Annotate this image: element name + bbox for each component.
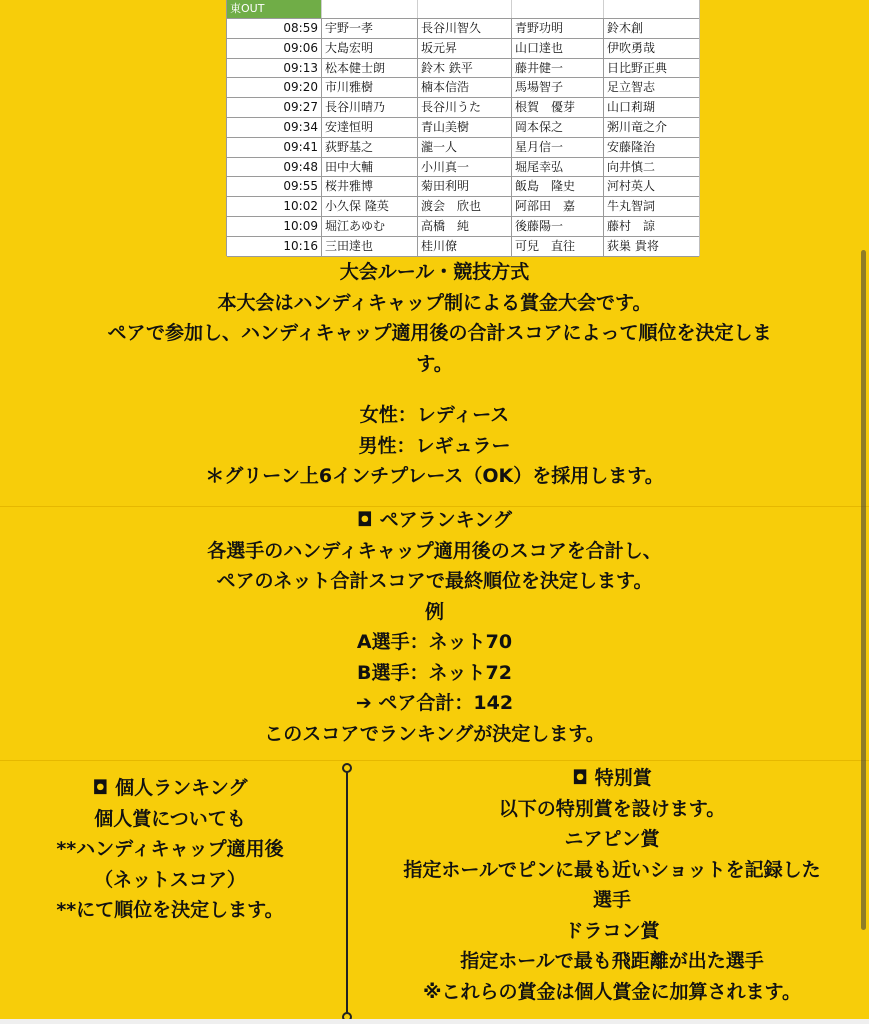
section-divider bbox=[0, 760, 869, 761]
pair-ranking-section bbox=[0, 505, 869, 749]
player-1-cell: 長谷川晴乃 bbox=[321, 98, 417, 117]
tee-time-cell: 10:09 bbox=[283, 218, 318, 233]
rules-section bbox=[0, 257, 869, 379]
drakon-desc: 指定ホールで最も飛距離が出た選手 bbox=[460, 950, 764, 972]
special-awards-intro: 以下の特別賞を設けます。 bbox=[498, 797, 726, 820]
player-3-cell: 馬場智子 bbox=[511, 78, 603, 97]
scrollbar[interactable] bbox=[861, 250, 866, 930]
player-3-cell: 阿部田 嘉 bbox=[511, 197, 603, 216]
tee-time-cell: 09:13 bbox=[283, 60, 318, 75]
player-1-cell: 宇野一孝 bbox=[321, 19, 417, 38]
player-4-cell: 伊吹勇哉 bbox=[603, 39, 699, 58]
individual-ranking-section bbox=[10, 773, 330, 926]
table-row bbox=[227, 237, 699, 257]
pair-ranking-example-label: 例 bbox=[424, 600, 444, 623]
player-4-cell: 日比野正典 bbox=[603, 59, 699, 78]
player-1-cell: 小久保 隆英 bbox=[321, 197, 417, 216]
individual-ranking-title: ◘ 個人ランキング bbox=[92, 777, 248, 799]
tee-time-cell: 10:16 bbox=[283, 238, 318, 253]
player-4-cell: 山口莉瑚 bbox=[603, 98, 699, 117]
table-row bbox=[227, 39, 699, 59]
player-1-cell: 安達恒明 bbox=[321, 118, 417, 137]
player-3-cell: 根賀 優芽 bbox=[511, 98, 603, 117]
player-3-cell: 可兒 直往 bbox=[511, 237, 603, 256]
player-1-cell: 松本健士朗 bbox=[321, 59, 417, 78]
player-2-cell: 渡会 欣也 bbox=[417, 197, 511, 216]
player-2-cell: 楠本信浩 bbox=[417, 78, 511, 97]
player-1-cell: 荻野基之 bbox=[321, 138, 417, 157]
tee-rules bbox=[0, 400, 869, 492]
player-4-cell: 安藤隆治 bbox=[603, 138, 699, 157]
player-1-cell: 市川雅樹 bbox=[321, 78, 417, 97]
individual-ranking-line-4: **にて順位を決定します。 bbox=[56, 899, 284, 921]
player-3-cell: 飯島 隆史 bbox=[511, 177, 603, 196]
player-3-cell: 藤井健一 bbox=[511, 59, 603, 78]
player-2-cell: 小川真一 bbox=[417, 158, 511, 177]
drakon-title: ドラコン賞 bbox=[564, 919, 660, 942]
player-2-cell: 長谷川智久 bbox=[417, 19, 511, 38]
table-row bbox=[227, 19, 699, 39]
table-row bbox=[227, 197, 699, 217]
bottom-strip bbox=[0, 1019, 869, 1024]
table-row bbox=[227, 118, 699, 138]
player-2-cell: 菊田利明 bbox=[417, 177, 511, 196]
table-row bbox=[227, 138, 699, 158]
special-awards-title: ◘ 特別賞 bbox=[572, 767, 652, 789]
sheet-rows bbox=[227, 19, 699, 257]
pair-ranking-title: ◘ ペアランキング bbox=[356, 509, 512, 531]
player-1-cell: 田中大輔 bbox=[321, 158, 417, 177]
tee-time-cell: 09:48 bbox=[283, 159, 318, 174]
table-row bbox=[227, 78, 699, 98]
individual-ranking-line-2: **ハンディキャップ適用後 bbox=[56, 838, 284, 860]
pair-ranking-conclusion: このスコアでランキングが決定します。 bbox=[264, 722, 605, 745]
player-4-cell: 足立智志 bbox=[603, 78, 699, 97]
tee-time-sheet bbox=[226, 0, 700, 256]
tee-time-cell: 09:27 bbox=[283, 100, 318, 115]
individual-ranking-line-1: 個人賞についても bbox=[94, 807, 246, 830]
sheet-course-label: 東OUT bbox=[227, 0, 321, 18]
tee-time-cell: 09:34 bbox=[283, 119, 318, 134]
player-4-cell: 藤村 諒 bbox=[603, 217, 699, 236]
tee-time-cell: 08:59 bbox=[283, 21, 318, 35]
player-2-cell: 坂元昇 bbox=[417, 39, 511, 58]
individual-ranking-line-3: （ネットスコア） bbox=[94, 868, 246, 891]
player-3-cell: 星月信一 bbox=[511, 138, 603, 157]
player-4-cell: 粥川竜之介 bbox=[603, 118, 699, 137]
men-tee: 男性：レギュラー bbox=[358, 434, 511, 457]
player-3-cell: 青野功明 bbox=[511, 19, 603, 38]
pair-ranking-desc-1: 各選手のハンディキャップ適用後のスコアを合計し、 bbox=[207, 539, 662, 562]
player-3-cell: 堀尾幸弘 bbox=[511, 158, 603, 177]
player-b-score: B選手：ネット72 bbox=[357, 661, 512, 684]
tee-time-cell: 09:20 bbox=[283, 80, 318, 95]
player-4-cell: 向井慎二 bbox=[603, 158, 699, 177]
rules-line-1: 本大会はハンディキャップ制による賞金大会です。 bbox=[217, 291, 652, 314]
women-tee: 女性：レディース bbox=[359, 404, 510, 426]
table-row bbox=[227, 59, 699, 79]
player-2-cell: 桂川僚 bbox=[417, 237, 511, 256]
pair-ranking-desc-2: ペアのネット合計スコアで最終順位を決定します。 bbox=[216, 570, 653, 592]
pair-total: ➔ ペア合計：142 bbox=[355, 692, 514, 714]
tee-time-cell: 10:02 bbox=[283, 199, 318, 214]
player-3-cell: 岡本保之 bbox=[511, 118, 603, 137]
player-2-cell: 長谷川うた bbox=[417, 98, 511, 117]
table-row bbox=[227, 158, 699, 178]
player-1-cell: 桜井雅博 bbox=[321, 177, 417, 196]
player-4-cell: 牛丸智詞 bbox=[603, 197, 699, 216]
player-2-cell: 瀧一人 bbox=[417, 138, 511, 157]
tee-time-cell: 09:55 bbox=[283, 179, 318, 194]
rules-title: 大会ルール・競技方式 bbox=[339, 261, 530, 283]
player-2-cell: 鈴木 鉄平 bbox=[417, 59, 511, 78]
table-row bbox=[227, 217, 699, 237]
table-row bbox=[227, 98, 699, 118]
tee-time-cell: 09:41 bbox=[283, 139, 318, 154]
player-4-cell: 鈴木創 bbox=[603, 19, 699, 38]
rules-line-2: ペアで参加し、ハンディキャップ適用後の合計スコアによって順位を決定しま bbox=[107, 322, 772, 344]
player-3-cell: 後藤陽一 bbox=[511, 217, 603, 236]
player-4-cell: 荻巣 貴将 bbox=[603, 237, 699, 256]
nearpin-desc-1: 指定ホールでピンに最も近いショットを記録した bbox=[403, 858, 821, 881]
rules-line-3: す。 bbox=[416, 352, 453, 375]
divider-top-dot bbox=[342, 763, 352, 773]
special-awards-section bbox=[355, 763, 869, 1007]
tee-time-cell: 09:06 bbox=[283, 40, 318, 55]
awards-note: ※これらの賞金は個人賞金に加算されます。 bbox=[423, 980, 801, 1003]
player-1-cell: 三田達也 bbox=[321, 237, 417, 256]
player-1-cell: 堀江あゆむ bbox=[321, 217, 417, 236]
player-3-cell: 山口達也 bbox=[511, 39, 603, 58]
table-row bbox=[227, 177, 699, 197]
green-rule: ＊グリーン上6インチプレース（OK）を採用します。 bbox=[205, 465, 664, 487]
player-a-score: A選手：ネット70 bbox=[356, 631, 513, 653]
player-2-cell: 高橋 純 bbox=[417, 217, 511, 236]
player-1-cell: 大島宏明 bbox=[321, 39, 417, 58]
player-4-cell: 河村英人 bbox=[603, 177, 699, 196]
column-divider-line bbox=[346, 767, 348, 1020]
nearpin-title: ニアピン賞 bbox=[564, 828, 660, 850]
player-2-cell: 青山美樹 bbox=[417, 118, 511, 137]
nearpin-desc-2: 選手 bbox=[592, 889, 631, 911]
sheet-header-row bbox=[227, 0, 699, 19]
